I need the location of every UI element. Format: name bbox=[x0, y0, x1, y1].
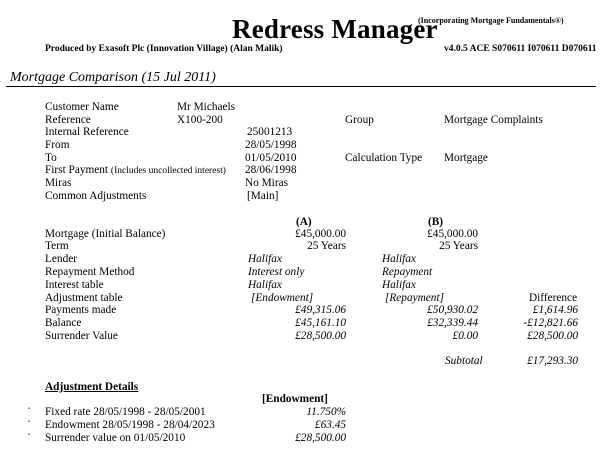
subtotal-value: £17,293.30 bbox=[527, 355, 578, 367]
adjustment-item-label: Fixed rate 28/05/1998 - 28/05/2001 bbox=[45, 406, 206, 418]
balance-label: Balance bbox=[45, 317, 82, 329]
first-payment-note: (Includes uncollected interest) bbox=[110, 166, 226, 176]
difference-header: Difference bbox=[529, 292, 578, 304]
mortgage-a: £45,000.00 bbox=[295, 228, 346, 240]
app-title: Redress Manager bbox=[232, 14, 438, 44]
to-label: To bbox=[45, 152, 57, 164]
term-a: 25 Years bbox=[307, 240, 346, 252]
repayment-method-label: Repayment Method bbox=[45, 266, 135, 278]
surrender-value-diff: £28,500.00 bbox=[527, 330, 578, 342]
calculation-type-label: Calculation Type bbox=[345, 152, 423, 164]
lender-b: Halifax bbox=[382, 253, 416, 265]
first-payment-label bbox=[45, 164, 226, 176]
surrender-value-label: Surrender Value bbox=[45, 330, 118, 342]
reference-value: X100-200 bbox=[177, 114, 223, 126]
incorporating-note: (Incorporating Mortgage Fundamentals®) bbox=[418, 16, 564, 25]
produced-by: Produced by Exasoft Plc (Innovation Village) (Alan Malik) bbox=[45, 44, 283, 54]
internal-reference-value: 25001213 bbox=[247, 126, 293, 138]
adjustment-table-a: [Endowment] bbox=[251, 292, 314, 304]
adjustment-table-b: [Repayment] bbox=[385, 292, 444, 304]
customer-name-value: Mr Michaels bbox=[177, 101, 236, 113]
adjustment-item-value: £63.45 bbox=[314, 419, 346, 431]
adjustment-item-label: Endowment 28/05/1998 - 28/04/2023 bbox=[45, 419, 215, 431]
version-info: v4.0.5 ACE S070611 I070611 D070611 bbox=[444, 44, 597, 54]
balance-a: £45,161.10 bbox=[295, 317, 346, 329]
miras-value: No Miras bbox=[245, 177, 288, 189]
customer-name-label: Customer Name bbox=[45, 101, 119, 113]
interest-table-b: Halifax bbox=[382, 279, 416, 291]
adjustment-item-label: Surrender value on 01/05/2010 bbox=[45, 432, 186, 444]
group-value: Mortgage Complaints bbox=[444, 114, 543, 126]
mortgage-label: Mortgage (Initial Balance) bbox=[45, 228, 166, 240]
subtotal-label: Subtotal bbox=[445, 355, 483, 367]
payments-made-label: Payments made bbox=[45, 304, 117, 316]
repayment-method-b: Repayment bbox=[382, 266, 433, 278]
balance-b: £32,339.44 bbox=[427, 317, 478, 329]
payments-made-a: £49,315.06 bbox=[295, 304, 346, 316]
first-payment-label-text: First Payment bbox=[45, 164, 109, 176]
internal-reference-label: Internal Reference bbox=[45, 126, 129, 138]
surrender-value-a: £28,500.00 bbox=[295, 330, 346, 342]
to-value: 01/05/2010 bbox=[245, 152, 297, 164]
from-value: 28/05/1998 bbox=[245, 139, 297, 151]
repayment-method-a: Interest only bbox=[248, 266, 305, 278]
section-title: Mortgage Comparison (15 Jul 2011) bbox=[10, 70, 216, 85]
common-adjustments-value: [Main] bbox=[247, 190, 279, 202]
term-label: Term bbox=[45, 240, 69, 252]
column-b-header: (B) bbox=[428, 216, 444, 228]
mortgage-b: £45,000.00 bbox=[427, 228, 478, 240]
adjustment-table-label: Adjustment table bbox=[45, 292, 123, 304]
bullet-icon: ▪ bbox=[28, 406, 31, 412]
lender-label: Lender bbox=[45, 253, 77, 265]
group-label: Group bbox=[345, 114, 374, 126]
payments-made-diff: £1,614.96 bbox=[532, 304, 578, 316]
section-divider bbox=[6, 86, 596, 87]
reference-label: Reference bbox=[45, 114, 91, 126]
lender-a: Halifax bbox=[248, 253, 282, 265]
surrender-value-b: £0.00 bbox=[452, 330, 478, 342]
interest-table-a: Halifax bbox=[248, 279, 282, 291]
column-a-header: (A) bbox=[296, 216, 312, 228]
payments-made-b: £50,930.02 bbox=[427, 304, 478, 316]
balance-diff: -£12,821.66 bbox=[523, 317, 578, 329]
adjustment-column-heading: [Endowment] bbox=[262, 393, 328, 405]
common-adjustments-label: Common Adjustments bbox=[45, 190, 147, 202]
calculation-type-value: Mortgage bbox=[444, 152, 488, 164]
bullet-icon: ▪ bbox=[28, 419, 31, 425]
bullet-icon: ▪ bbox=[28, 432, 31, 438]
first-payment-value: 28/06/1998 bbox=[245, 164, 297, 176]
adjustment-details-heading: Adjustment Details bbox=[45, 381, 139, 393]
term-b: 25 Years bbox=[439, 240, 478, 252]
adjustment-item-value: 11.750% bbox=[306, 406, 346, 418]
from-label: From bbox=[45, 139, 70, 151]
adjustment-item-value: £28,500.00 bbox=[295, 432, 346, 444]
miras-label: Miras bbox=[45, 177, 72, 189]
interest-table-label: Interest table bbox=[45, 279, 104, 291]
